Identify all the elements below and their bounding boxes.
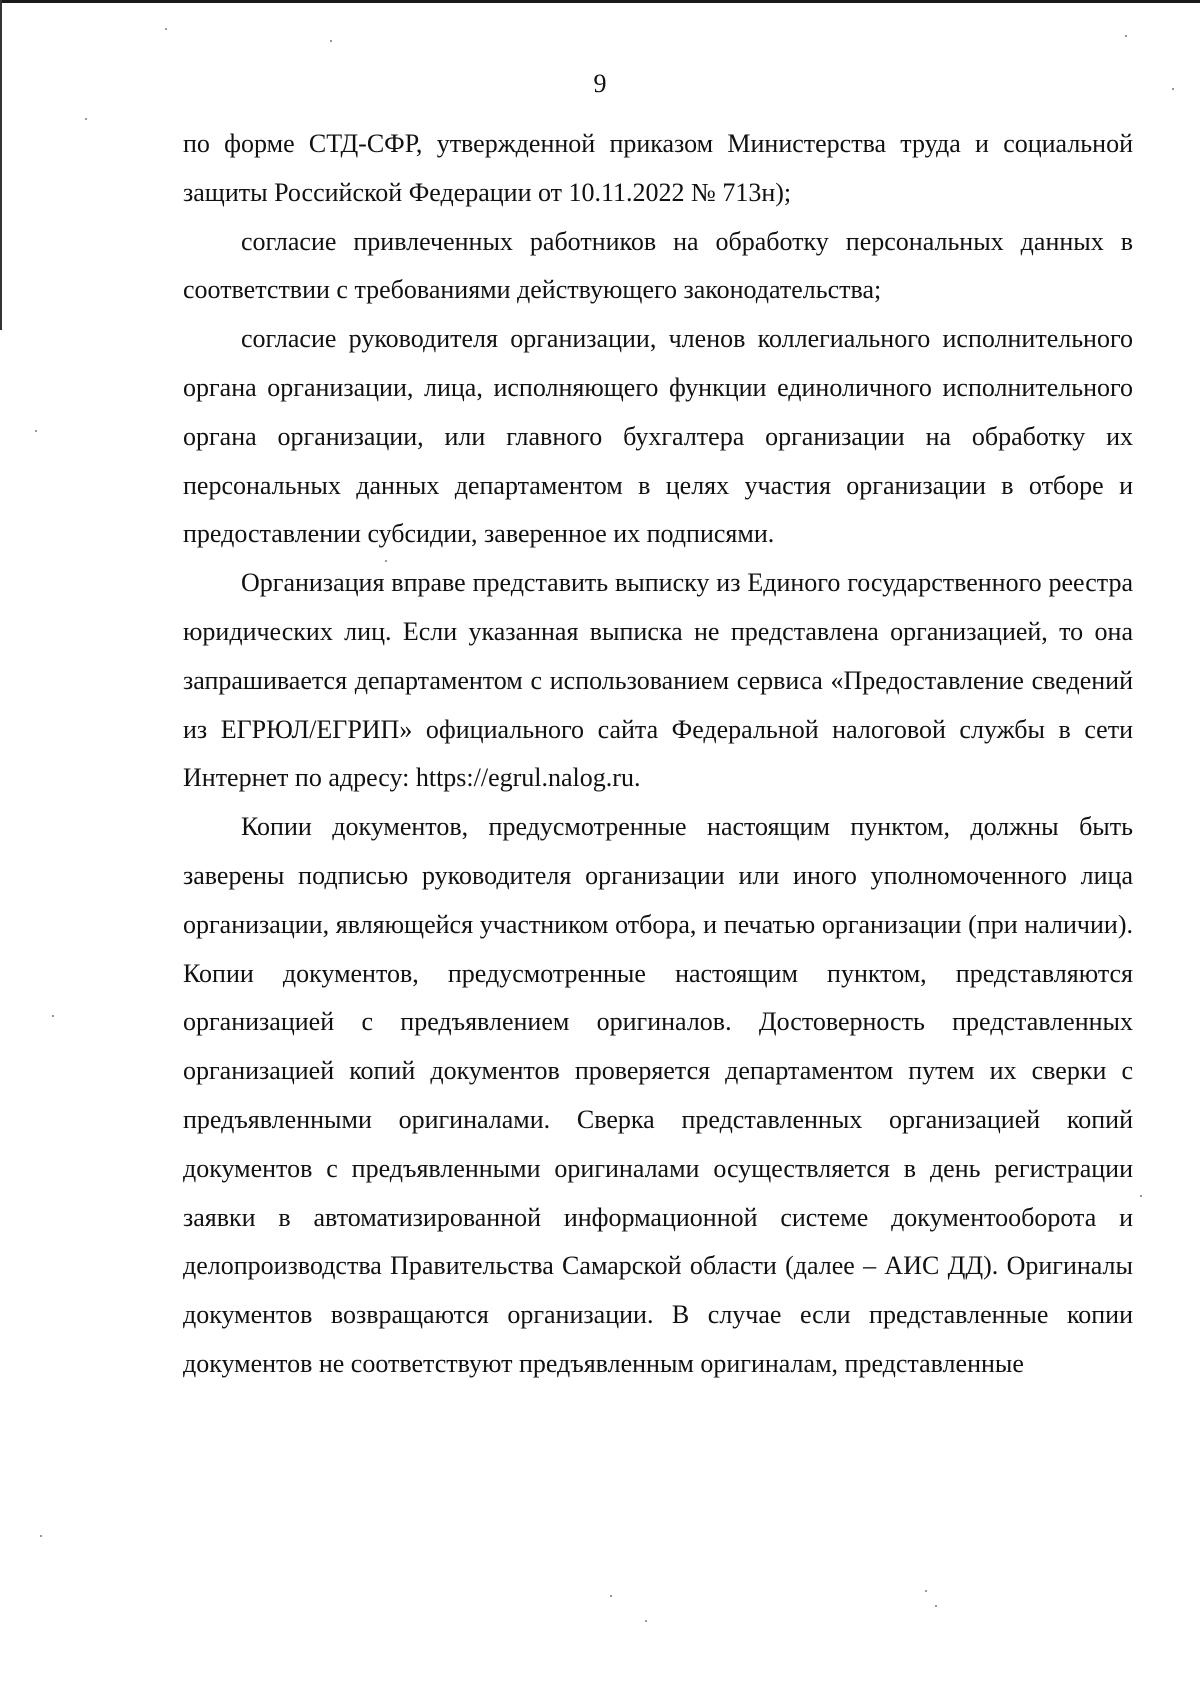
scan-speck <box>610 1595 612 1597</box>
paragraph-management-consent: согласие руководителя организации, членов коллегиального исполнительного органа организации, лица, исполняющего функции единоличного исполнительного органа организации, или главного бухгалтера организации на обработку их персональных данных департаментом в целях участия организации в отборе и предоставлении субсидии, заверенное их подписями. <box>183 324 1133 549</box>
scan-speck <box>330 40 332 42</box>
scan-speck <box>85 118 87 120</box>
scan-left-edge <box>0 0 2 330</box>
scan-speck <box>1125 35 1127 37</box>
scan-speck <box>925 1590 927 1592</box>
scan-top-edge <box>0 0 1200 3</box>
scan-speck <box>165 28 167 30</box>
scan-speck <box>385 560 387 562</box>
paragraph-egrul-extract: Организация вправе представить выписку из Единого государственного реестра юридических лиц. Если указанная выписка не представлена организацией, то она запрашивается департаментом с использованием сервиса «Предоставление сведений из ЕГРЮЛ/ЕГРИП» официального сайта Федеральной налоговой службы в сети Интернет по адресу: https://egrul.nalog.ru. <box>183 568 1133 793</box>
scan-speck <box>935 1605 937 1607</box>
page-number: 9 <box>593 69 607 98</box>
scan-speck <box>40 1535 42 1537</box>
scan-speck <box>1140 1195 1142 1197</box>
scan-speck <box>1172 88 1174 90</box>
paragraph-document-copies: Копии документов, предусмотренные настоящим пунктом, должны быть заверены подписью руководителя организации или иного уполномоченного лица организации, являющейся участником отбора, и печатью организации (при наличии). Копии документов, предусмотренные настоящим пунктом, представляются организацией с предъявлением оригиналов. Достоверность представленных организацией копий документов проверяется департаментом путем их сверки с предъявленными оригиналами. Сверка представленных организацией копий документов с предъявленными оригиналами осуществляется в день регистрации заявки в автоматизированной информационной системе документооборота и делопроизводства Правительства Самарской области (далее – АИС ДД). Оригиналы документов возвращаются организации. В случае если представленные копии документов не соответствуют предъявленным оригиналам, представленные <box>183 812 1133 1378</box>
scan-speck <box>52 1015 54 1017</box>
scan-speck <box>35 430 37 432</box>
paragraph-continuation: по форме СТД-СФР, утвержденной приказом Министерства труда и социальной защиты Российской Федерации от 10.11.2022 № 713н); <box>183 129 1133 207</box>
scan-speck <box>645 1620 647 1622</box>
document-body <box>183 120 1133 1389</box>
paragraph-workers-consent: согласие привлеченных работников на обработку персональных данных в соответствии с требованиями действующего законодательства; <box>183 226 1133 305</box>
